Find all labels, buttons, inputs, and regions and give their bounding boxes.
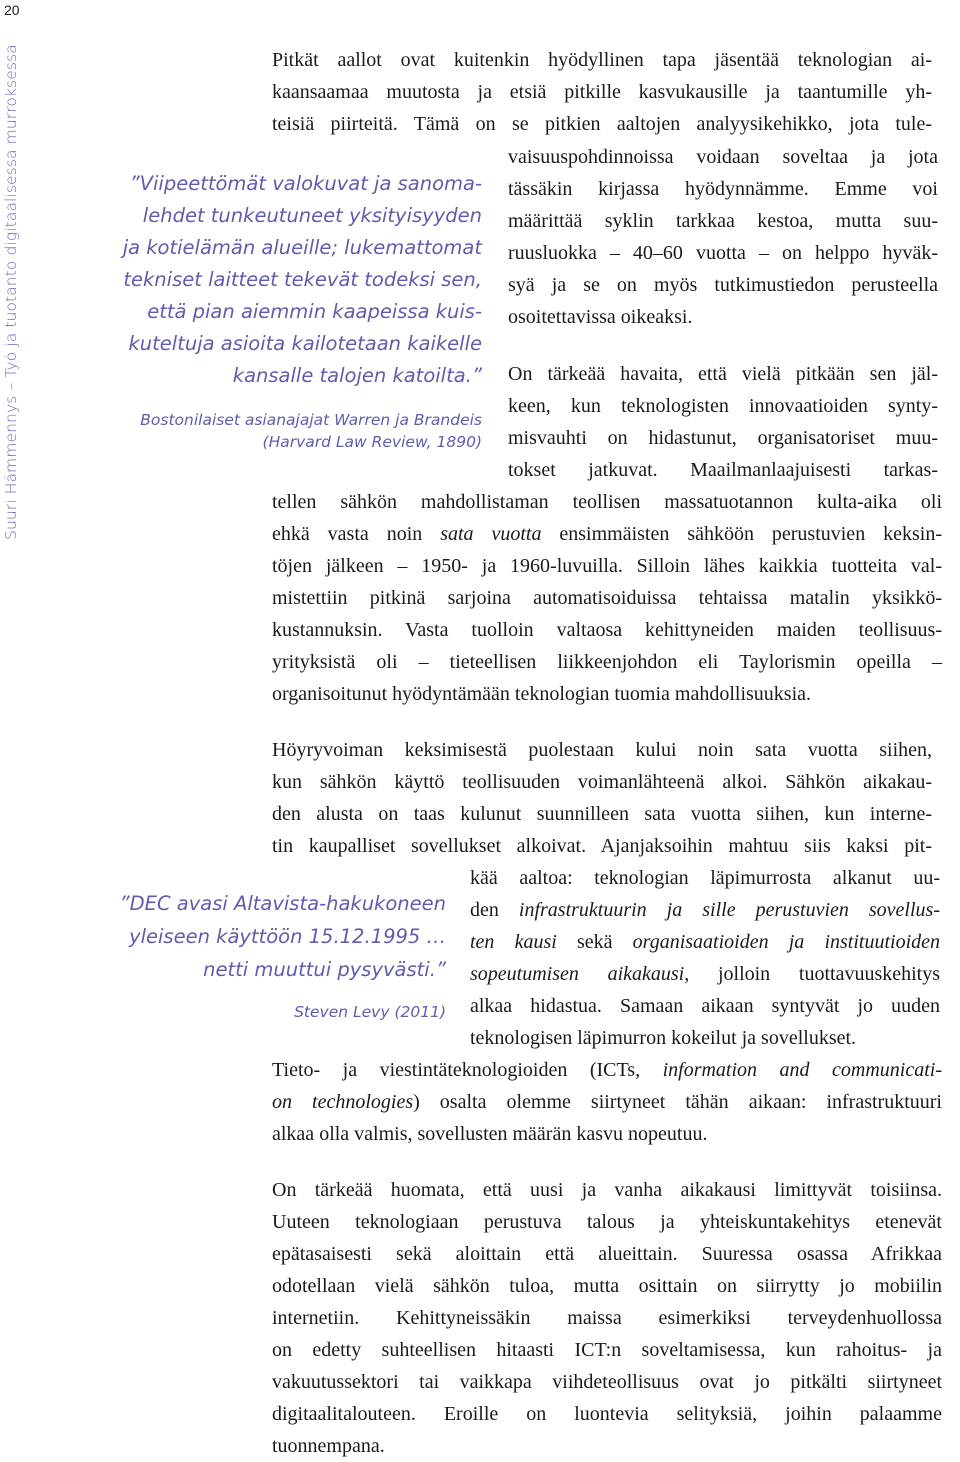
- paragraph-3-line: Tieto- ja viestintäteknologioiden (ICTs, information and communicati-: [272, 1059, 942, 1081]
- pull-quote-2-line: yleiseen käyttöön 15.12.1995 …: [129, 925, 446, 948]
- italic-span: information and communicati-: [662, 1059, 942, 1081]
- paragraph-3-line: teknologisen läpimurron kokeilut ja sovellukset.: [470, 1027, 857, 1049]
- italic-span: infrastruktuurin ja sille perustuvien sovellus-: [518, 899, 940, 921]
- paragraph-2-line: tokset jatkuvat. Maailmanlaajuisesti tarkas-: [508, 459, 938, 481]
- italic-span: organisaatioiden ja instituutioiden: [632, 931, 940, 953]
- paragraph-3-line: kun sähkön käyttö teollisuuden voimanlähteenä alkoi. Sähkön aikakau-: [272, 771, 932, 793]
- paragraph-1-line: ruusluokka – 40–60 vuotta – on helppo hyväk-: [508, 242, 938, 264]
- pull-quote-1-line: lehdet tunkeutuneet yksityisyyden: [142, 204, 482, 227]
- paragraph-1-line: Pitkät aallot ovat kuitenkin hyödyllinen tapa jäsentää teknologian ai-: [272, 49, 932, 71]
- paragraph-3-line: den alusta on taas kulunut suunnilleen sata vuotta siihen, kun interne-: [272, 803, 932, 825]
- paragraph-1-line: määrittää syklin tarkkaa kestoa, mutta suu-: [508, 210, 938, 232]
- running-head: [0, 40, 22, 540]
- paragraph-4-line: tuonnempana.: [272, 1435, 385, 1457]
- paragraph-4-line: on edetty suhteellisen hitaasti ICT:n soveltamisessa, kun rahoitus- ja: [272, 1339, 942, 1361]
- paragraph-3-line: on technologies) osalta olemme siirtyneet tähän aikaan: infrastruktuuri: [272, 1091, 942, 1113]
- paragraph-4-line: digitaalitalouteen. Eroille on luontevia selityksiä, joihin palaamme: [272, 1403, 942, 1425]
- paragraph-3-line: ten kausi sekä organisaatioiden ja instituutioiden: [470, 931, 940, 953]
- paragraph-3-line: alkaa olla valmis, sovellusten määrän kasvu nopeutuu.: [272, 1123, 708, 1145]
- paragraph-4-line: On tärkeää huomata, että uusi ja vanha aikakausi limittyvät toisiinsa.: [272, 1179, 942, 1201]
- pull-quote-2-line: ”DEC avasi Altavista-hakukoneen: [119, 892, 446, 915]
- paragraph-1-line: kaansaamaa muutosta ja etsiä pitkille kasvukausille ja taantumille yh-: [272, 81, 932, 103]
- running-head-text: Suuri Hämmennys – Työ ja tuotanto digitaalisessa murroksessa: [2, 44, 20, 540]
- italic-span: ten kausi: [470, 931, 557, 953]
- paragraph-2-line: On tärkeää havaita, että vielä pitkään sen jäl-: [508, 363, 938, 385]
- paragraph-1-line: tässäkin kirjassa hyödynnämme. Emme voi: [508, 178, 938, 200]
- pull-quote-2-line: netti muuttui pysyvästi.”: [203, 958, 446, 981]
- paragraph-1-line: teisiä piirteitä. Tämä on se pitkien aaltojen analyysikehikko, jota tule-: [272, 113, 932, 135]
- paragraph-2-line: mistettiin pitkinä sarjoina automatisoiduissa tehtaissa matalin yksikkö-: [272, 587, 942, 609]
- paragraph-3-line: Höyryvoiman keksimisestä puolestaan kului noin sata vuotta siihen,: [272, 739, 932, 761]
- pull-quote-1-line: ”Viipeettömät valokuvat ja sanoma-: [129, 172, 482, 195]
- paragraph-4-line: odotellaan vielä sähkön tuloa, mutta osittain on siirrytty jo mobiilin: [272, 1275, 942, 1297]
- italic-span: sopeutumisen aikakausi: [470, 963, 685, 985]
- paragraph-4-line: vakuutussektori tai vaikkapa viihdeteollisuus ovat jo pitkälti siirtyneet: [272, 1371, 942, 1393]
- paragraph-1-line: syä ja se on myös tutkimustiedon perusteella: [508, 274, 938, 296]
- pull-quote-2-attribution: Steven Levy (2011): [294, 1003, 446, 1021]
- pull-quote-1-line: ja kotielämän alueille; lukemattomat: [122, 236, 482, 259]
- paragraph-1-line: vaisuuspohdinnoissa voidaan soveltaa ja jota: [508, 146, 938, 168]
- italic-span: sata vuotta: [440, 523, 542, 545]
- pull-quote-1-line: tekniset laitteet tekevät todeksi sen,: [123, 268, 482, 291]
- italic-span: on technologies: [272, 1091, 414, 1113]
- paragraph-3-line: alkaa hidastua. Samaan aikaan syntyvät jo uuden: [470, 995, 940, 1017]
- paragraph-4-line: epätasaisesti sekä aloittain että alueittain. Suuressa osassa Afrikkaa: [272, 1243, 942, 1265]
- paragraph-3-line: den infrastruktuurin ja sille perustuvien sovellus-: [470, 899, 940, 921]
- paragraph-2-line: tellen sähkön mahdollistaman teollisen massatuotannon kulta-aika oli: [272, 491, 942, 513]
- pull-quote-1-attribution: (Harvard Law Review, 1890): [262, 433, 482, 451]
- pull-quote-1-attribution: Bostonilaiset asianajajat Warren ja Brandeis: [140, 411, 482, 429]
- paragraph-2-line: ehkä vasta noin sata vuotta ensimmäisten sähköön perustuvien keksin-: [272, 523, 942, 545]
- paragraph-2-line: yrityksistä oli – tieteellisen liikkeenjohdon eli Taylorismin opeilla –: [272, 651, 942, 673]
- pull-quote-1-line: kansalle talojen katoilta.”: [232, 364, 482, 387]
- pull-quote-1-line: kuteltuja asioita kailotetaan kaikelle: [128, 332, 482, 355]
- paragraph-3-line: kää aaltoa: teknologian läpimurrosta alkanut uu-: [470, 867, 940, 889]
- pull-quote-1-line: että pian aiemmin kaapeissa kuis-: [147, 300, 482, 323]
- paragraph-3-line: tin kaupalliset sovellukset alkoivat. Ajanjaksoihin mahtuu siis kaksi pit-: [272, 835, 932, 857]
- paragraph-2-line: kustannuksin. Vasta tuolloin valtaosa kehittyneiden maiden teollisuus-: [272, 619, 942, 641]
- paragraph-2-line: misvauhti on hidastunut, organisatoriset muu-: [508, 427, 938, 449]
- paragraph-2-line: keen, kun teknologisten innovaatioiden synty-: [508, 395, 938, 417]
- paragraph-3-line: sopeutumisen aikakausi, jolloin tuottavuuskehitys: [470, 963, 940, 985]
- page-number: 20: [4, 2, 20, 18]
- paragraph-4-line: Uuteen teknologiaan perustuva talous ja yhteiskuntakehitys etenevät: [272, 1211, 942, 1233]
- paragraph-2-line: töjen jälkeen – 1950- ja 1960-luvuilla. Silloin lähes kaikkia tuotteita val-: [272, 555, 942, 577]
- paragraph-2-line: organisoitunut hyödyntämään teknologian tuomia mahdollisuuksia.: [272, 683, 812, 705]
- paragraph-4-line: internetiin. Kehittyneissäkin maissa esimerkiksi terveydenhuollossa: [272, 1307, 942, 1329]
- paragraph-1-line: osoitettavissa oikeaksi.: [508, 306, 693, 328]
